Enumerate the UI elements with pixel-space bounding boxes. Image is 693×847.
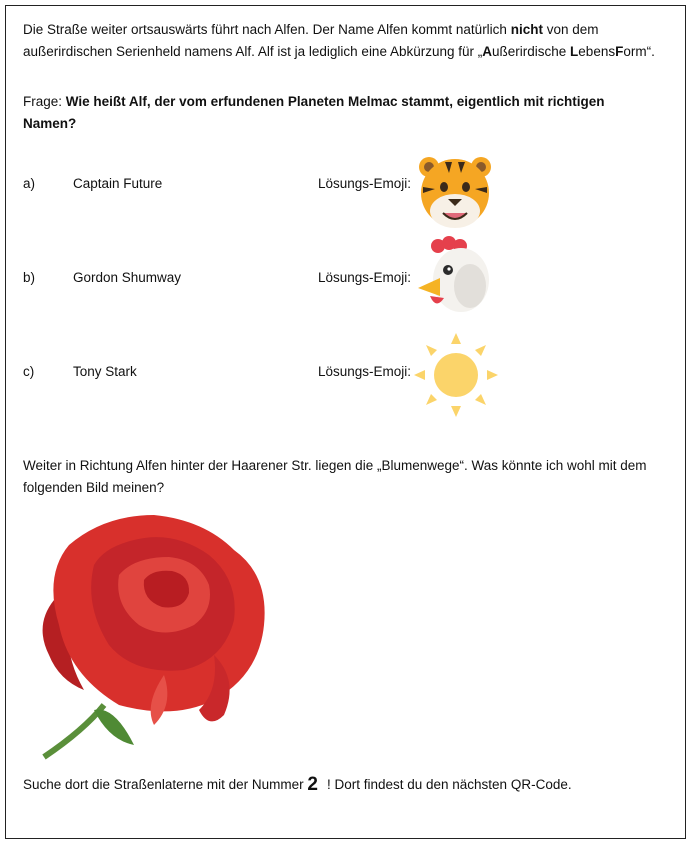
question-text: Wie heißt Alf, der vom erfundenen Planeten Melmac stammt, eigentlich mit richtigen Namen? [23,94,605,131]
option-b-text: Gordon Shumway [73,270,182,285]
intro-text: Die Straße weiter ortsauswärts führt nach Alfen. Der Name Alfen kommt natürlich [23,22,511,37]
lantern-number: 2 [307,774,318,795]
question-label: Frage: [23,94,66,109]
intro-text: orm“. [623,44,655,59]
intro-bold: nicht [510,22,543,37]
option-a-text: Captain Future [73,176,163,191]
intro-text: von dem außerirdischen Serienheld namens Alf. Alf ist ja lediglich eine Abkürzung für „ [23,22,599,59]
intro-text: ebens [578,44,616,59]
option-c-letter: c) [23,364,35,379]
option-c-solution-label: Lösungs-Emoji: [318,364,412,379]
intro-bold: A [482,44,493,59]
intro-bold: F [615,44,624,59]
option-a-letter: a) [23,176,36,191]
intro-paragraph [23,19,663,63]
intro-text: ußerirdische [492,44,571,59]
footer-text: Suche dort die Straßenlaterne mit der Nummer [23,777,308,792]
chicken-icon [414,236,494,316]
red-rose-image [24,505,274,760]
footer-paragraph [23,773,663,796]
option-b-solution-label: Lösungs-Emoji: [318,270,412,285]
option-c-text: Tony Stark [73,364,137,379]
footer-text: ! Dort findest du den nächsten QR-Code. [326,777,572,792]
question-paragraph [23,91,623,135]
clue-paragraph: Weiter in Richtung Alfen hinter der Haarener Str. liegen die „Blumenwege“. Was könnte ich wohl mit dem folgenden Bild meinen? [23,458,647,495]
option-a-solution-label: Lösungs-Emoji: [318,176,412,191]
intro-bold: L [570,44,579,59]
tiger-face-icon [415,153,495,231]
sun-icon [414,333,498,417]
option-b-letter: b) [23,270,36,285]
